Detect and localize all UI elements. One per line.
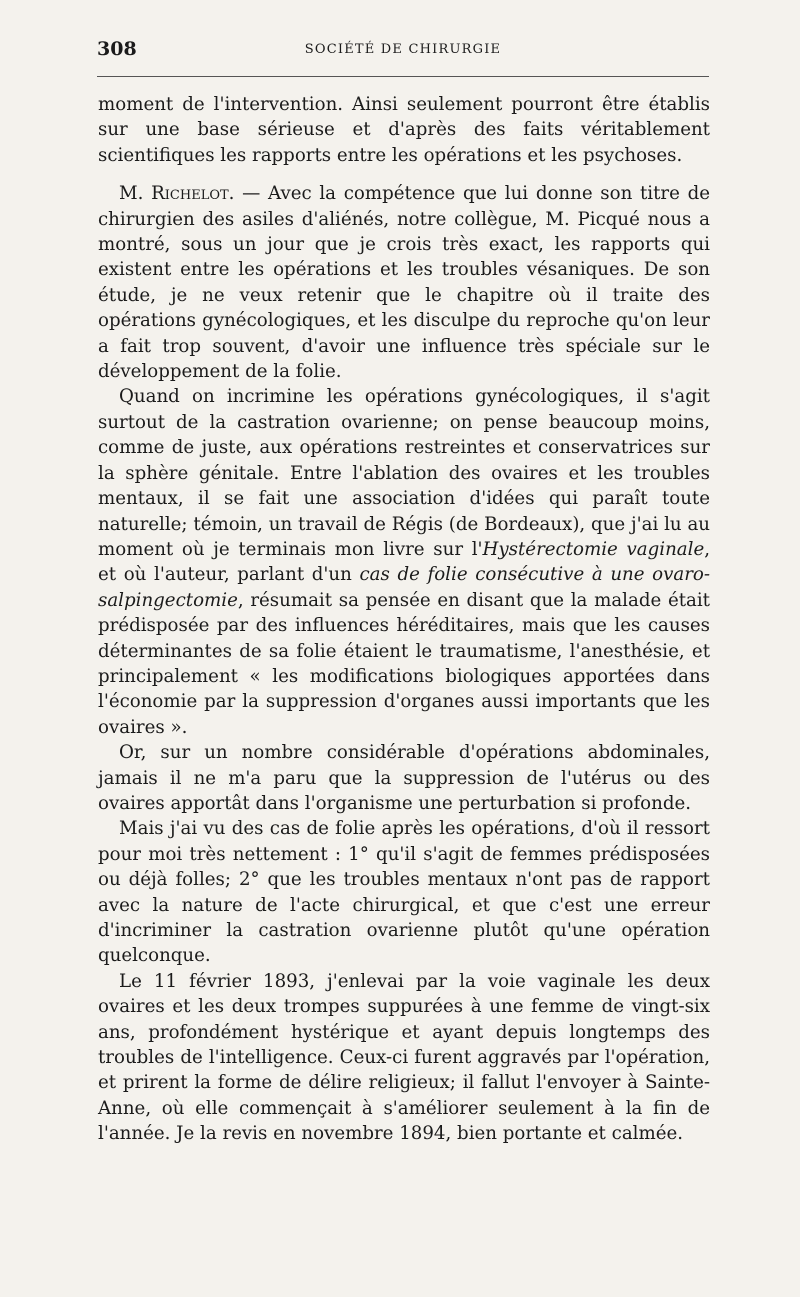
paragraph-text: — Avec la compétence que lui donne son titre de chirurgien des asiles d'aliénés, notre collègue, M. Picqué nous a montré, sous un jour que je crois très exact, les rapports qui existent entre les opérations et les troubles vésaniques. De son étude, je ne veux retenir que le chapitre où il traite des opérations gynécologiques, et les disculpe du reproche qu'on leur a fait trop souvent, d'avoir une influence très spéciale sur le développement de la folie.: [98, 183, 710, 383]
header-rule: [97, 76, 709, 77]
paragraph-richelot: [98, 181, 710, 384]
page-header: [97, 38, 709, 64]
case-title: cas de folie consécutive à une ovaro-salpingectomie: [98, 564, 711, 611]
paragraph-case: Le 11 février 1893, j'enlevai par la voie vaginale les deux ovaires et les deux trompes suppurées à une femme de vingt-six ans, profondément hystérique et ayant depuis longtemps des troubles de l'intelligence. Ceux-ci furent aggravés par l'opération, et prirent la forme de délire religieux; il fallut l'envoyer à Sainte-Anne, où elle commençait à s'améliorer seulement à la fin de l'année. Je la revis en novembre 1894, bien portante et calmée.: [98, 970, 710, 1145]
paragraph-text: , et où l'auteur, parlant d'un: [98, 538, 711, 586]
book-title: Hystérectomie vaginale: [482, 538, 705, 560]
paragraph-text: Quand on incrimine les opérations gynécologiques, il s'agit surtout de la castration ovarienne; on pense beaucoup moins, comme de juste, aux opérations restreintes et conservatrices sur la sphère génitale. Entre l'ablation des ovaires et les troubles mentaux, il se fait une association d'idées qui paraît toute naturelle; témoin, un travail de Régis (de Bordeaux), que j'ai lu au moment où je terminais mon livre sur l': [98, 386, 710, 560]
speaker-name: M. Richelot.: [119, 183, 235, 205]
paragraph-continuation: moment de l'intervention. Ainsi seulement pourront être établis sur une base sérieuse et d'après des faits véritablement scientifiques les rapports entre les opérations et les psychoses.: [98, 94, 710, 166]
running-head: SOCIÉTÉ DE CHIRURGIE: [304, 42, 502, 57]
paragraph-castration: [98, 384, 710, 740]
paragraph-text: , résumait sa pensée en disant que la malade était prédisposée par des influences héréditaires, mais que les causes déterminantes de sa folie étaient le traumatisme, l'anesthésie, et principalement « les modifications biologiques apportées dans l'économie par la suppression d'organes aussi importants que les ovaires ».: [98, 589, 710, 738]
paragraph-abdominal: Or, sur un nombre considérable d'opérations abdominales, jamais il ne m'a paru que la suppression de l'utérus ou des ovaires apportât dans l'organisme une perturbation si profonde.: [98, 742, 710, 814]
body-text: [98, 92, 710, 1147]
page-number: 308: [97, 38, 137, 60]
paragraph-folie: Mais j'ai vu des cas de folie après les opérations, d'où il ressort pour moi très nettement : 1° qu'il s'agit de femmes prédisposées ou déjà folles; 2° que les troubles mentaux n'ont pas de rapport avec la nature de l'acte chirurgical, et que c'est une erreur d'incriminer la castration ovarienne plutôt qu'une opération quelconque.: [98, 818, 710, 967]
